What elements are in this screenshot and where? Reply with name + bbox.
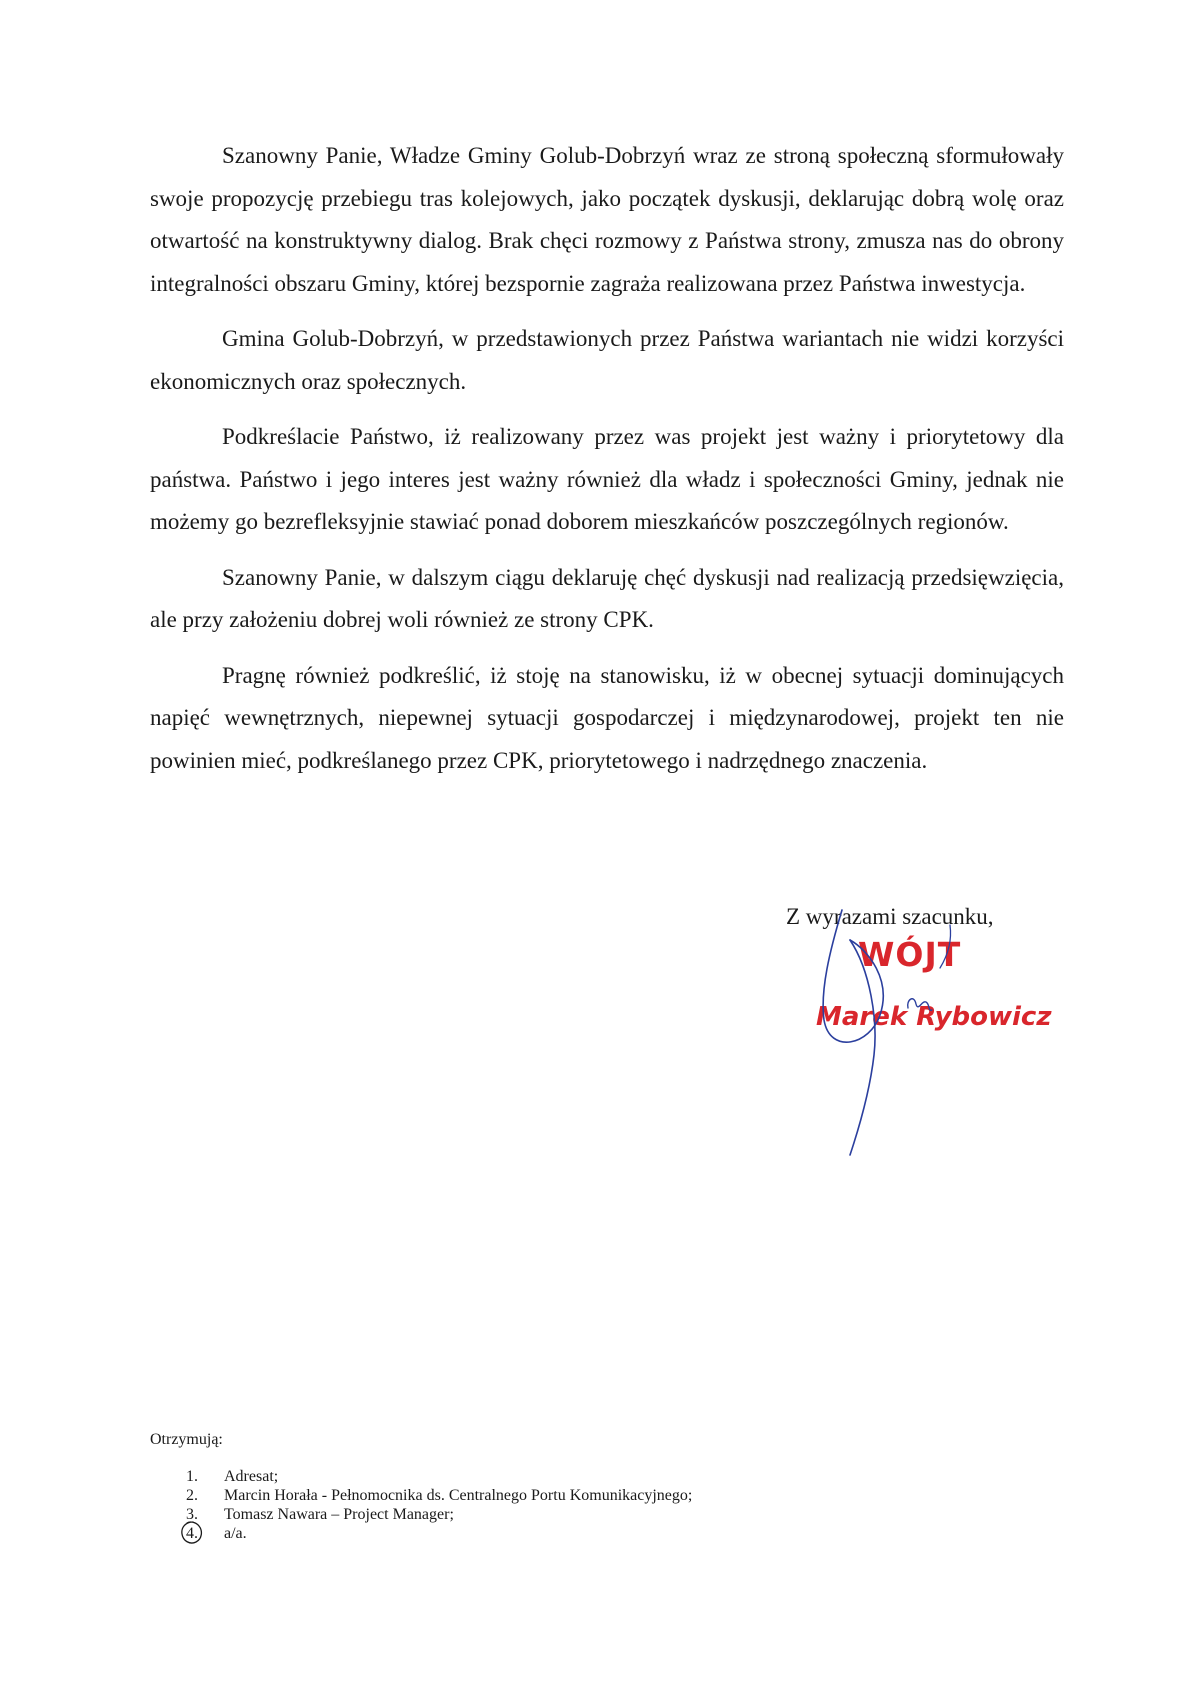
paragraph-1: Szanowny Panie, Władze Gminy Golub-Dobrzyń wraz ze stroną społeczną sformułowały swoje propozycję przebiegu tras kolejowych, jako początek dyskusji, deklarując dobrą wolę oraz otwartość na konstruktywny dialog. Brak chęci rozmowy z Państwa strony, zmusza nas do obrony integralności obszaru Gminy, której bezspornie zagraża realizowana przez Państwa inwestycja.: [150, 143, 1064, 296]
recipients-title: Otrzymują:: [150, 1431, 223, 1448]
recipient-number: 2.: [186, 1487, 198, 1504]
letter-body: [150, 135, 1064, 795]
recipient-number: 3.: [186, 1506, 198, 1523]
paragraph-2: Gmina Golub-Dobrzyń, w przedstawionych przez Państwa wariantach nie widzi korzyści ekonomicznych oraz społecznych.: [150, 326, 1064, 394]
recipients-block: [150, 1430, 692, 1543]
handwritten-signature-icon: [790, 880, 990, 1160]
stamp-title: WÓJT: [858, 935, 962, 974]
recipient-text: Tomasz Nawara – Project Manager;: [224, 1506, 454, 1523]
paragraph-4: Szanowny Panie, w dalszym ciągu deklaruję chęć dyskusji nad realizacją przedsięwzięcia, ale przy założeniu dobrej woli również ze strony CPK.: [150, 564, 1064, 632]
paragraph-3: Podkreślacie Państwo, iż realizowany przez was projekt jest ważny i priorytetowy dla państwa. Państwo i jego interes jest ważny również dla władz i społeczności Gminy, jednak nie możemy go bezrefleksyjnie stawiać ponad doborem mieszkańców poszczególnych regionów.: [150, 424, 1064, 534]
stamp-name: Marek Rybowicz: [816, 1002, 1052, 1032]
list-item: [150, 1505, 692, 1524]
recipient-text: Marcin Horała - Pełnomocnika ds. Centralnego Portu Komunikacyjnego;: [224, 1487, 693, 1504]
recipient-number: 4.: [186, 1525, 198, 1542]
recipient-number: 1.: [186, 1468, 198, 1485]
list-item: [150, 1486, 692, 1505]
list-item: [150, 1467, 692, 1486]
paragraph-5: Pragnę również podkreślić, iż stoję na stanowisku, iż w obecnej sytuacji dominujących napięć wewnętrznych, niepewnej sytuacji gospodarczej i międzynarodowej, projekt ten nie powinien mieć, podkreślanego przez CPK, priorytetowego i nadrzędnego znaczenia.: [150, 662, 1064, 773]
recipient-text: Adresat;: [224, 1468, 279, 1485]
recipients-list: [150, 1467, 692, 1543]
closing-line: Z wyrazami szacunku,: [786, 904, 994, 929]
recipient-text: a/a.: [224, 1525, 247, 1542]
list-item: [150, 1524, 692, 1543]
